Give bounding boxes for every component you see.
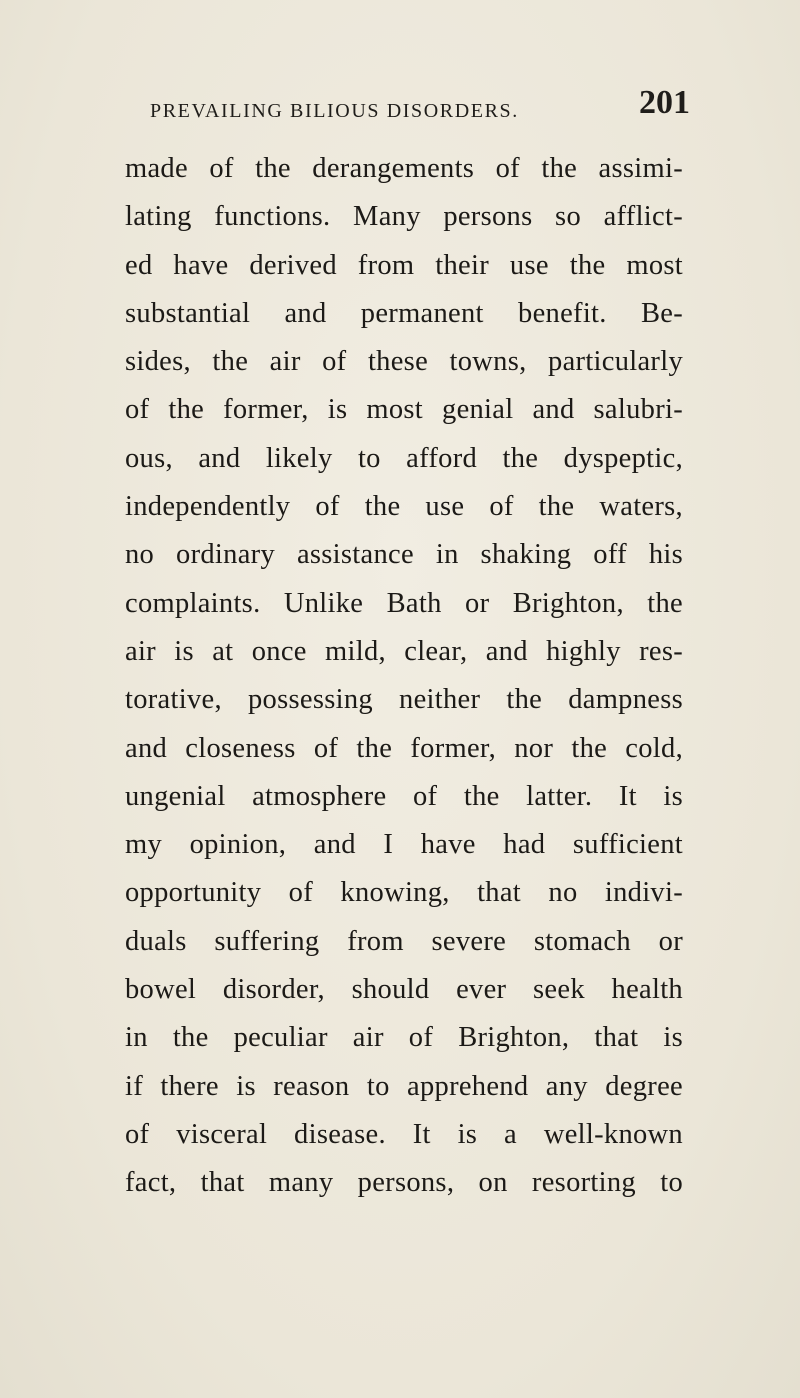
text-line: lating functions. Many persons so afflict- <box>125 201 683 233</box>
text-line: if there is reason to apprehend any degree <box>125 1070 683 1102</box>
text-line: torative, possessing neither the dampness <box>125 684 683 716</box>
text-line: fact, that many persons, on resorting to <box>125 1167 683 1199</box>
text-line: ed have derived from their use the most <box>125 249 683 281</box>
text-line: and closeness of the former, nor the cold, <box>125 732 683 764</box>
text-line: no ordinary assistance in shaking off his <box>125 539 683 571</box>
text-line: complaints. Unlike Bath or Brighton, the <box>125 587 683 619</box>
text-line: substantial and permanent benefit. Be- <box>125 297 683 329</box>
text-line: ous, and likely to afford the dyspeptic, <box>125 442 683 474</box>
page-number: 201 <box>639 84 690 121</box>
text-line: bowel disorder, should ever seek health <box>125 974 683 1006</box>
text-line: air is at once mild, clear, and highly res- <box>125 635 683 667</box>
text-line: independently of the use of the waters, <box>125 491 683 523</box>
text-line: duals suffering from severe stomach or <box>125 925 683 957</box>
text-line: ungenial atmosphere of the latter. It is <box>125 780 683 812</box>
text-line: of the former, is most genial and salubri- <box>125 394 683 426</box>
body-paragraph <box>125 145 683 1208</box>
text-line: opportunity of knowing, that no indivi- <box>125 877 683 909</box>
running-title: PREVAILING BILIOUS DISORDERS. <box>150 100 519 122</box>
running-head <box>150 84 690 132</box>
text-line: in the peculiar air of Brighton, that is <box>125 1022 683 1054</box>
text-line: made of the derangements of the assimi- <box>125 153 683 184</box>
text-line: my opinion, and I have had sufficient <box>125 829 683 861</box>
text-line: of visceral disease. It is a well-known <box>125 1118 683 1150</box>
text-line: sides, the air of these towns, particularly <box>125 346 683 378</box>
